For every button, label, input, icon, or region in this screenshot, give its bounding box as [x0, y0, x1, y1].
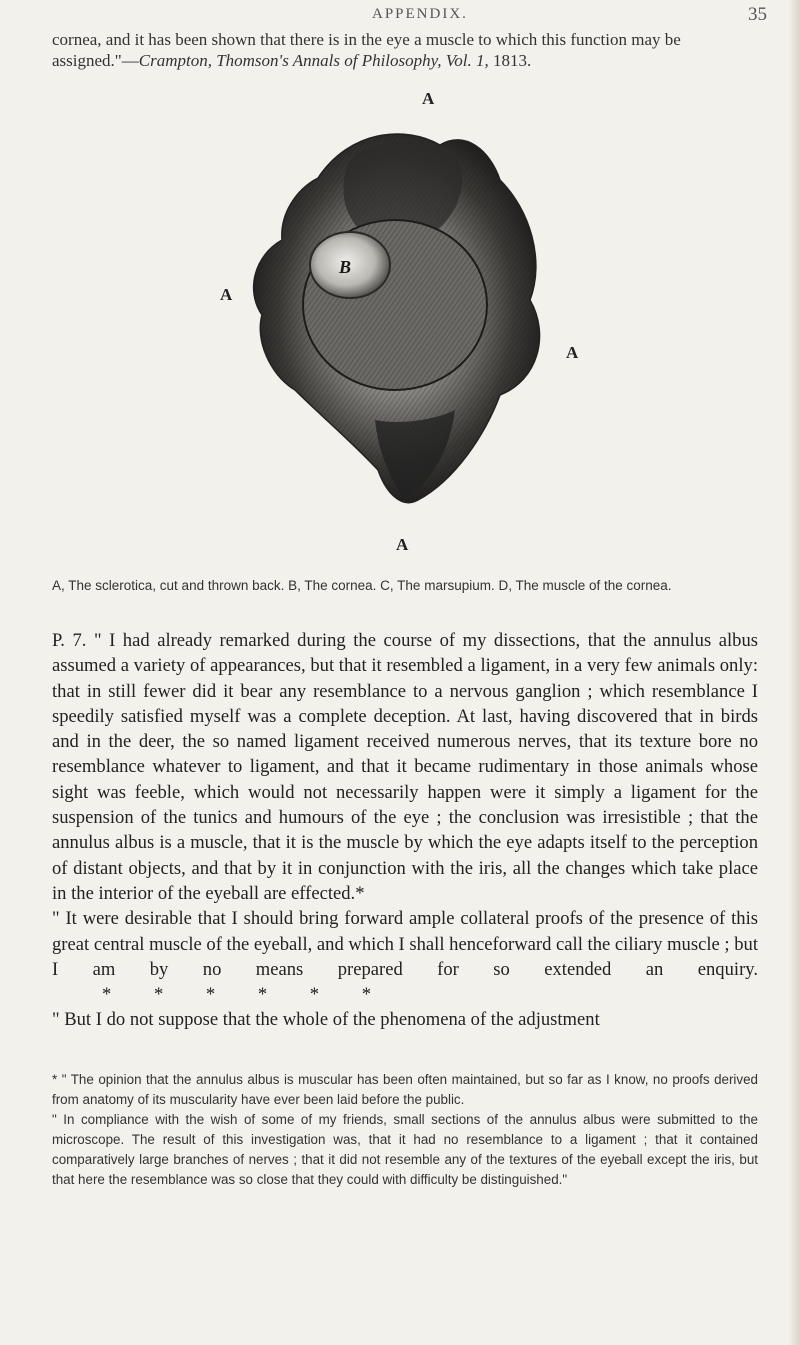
- label-a-bottom: A: [396, 535, 409, 554]
- label-a-left: A: [220, 285, 233, 304]
- figure-caption: A, The sclerotica, cut and thrown back. B, The cornea. C, The marsupium. D, The muscle of the cornea.: [52, 578, 672, 593]
- main-text: [52, 628, 758, 1033]
- page-edge-shadow: [788, 0, 800, 1345]
- intro-text: cornea, and it has been shown that there is in the eye a muscle to which this function may be assigned."—: [52, 30, 681, 70]
- intro-citation: Crampton, Thomson's Annals of Philosophy, Vol. 1,: [138, 51, 489, 70]
- running-head: APPENDIX.: [372, 6, 468, 22]
- footnotes: [52, 1070, 758, 1190]
- paragraph-2-text: " It were desirable that I should bring forward ample collateral proofs of the presence of this great central muscle of the eyeball, and which I shall henceforward call the ciliary muscle ; but I am by no means prepared for so extended an enquiry.: [52, 908, 758, 980]
- intro-quote: [52, 29, 758, 71]
- ellipsis-stars: * * * * * *: [102, 984, 372, 1006]
- label-a-top: A: [422, 90, 435, 108]
- paragraph-3: " But I do not suppose that the whole of the phenomena of the adjustment: [52, 1009, 600, 1031]
- footnote-2: " In compliance with the wish of some of my friends, small sections of the annulus albus were submitted to the microscope. The result of this investigation was, that it had no resemblance to a ligament ; that it contained comparatively large branches of nerves ; that it did not resemble any of the textures of the eyeball except the iris, but that here the resemblance was so close that they could with difficulty be distinguished.": [52, 1112, 758, 1187]
- label-b-center: B: [339, 257, 352, 277]
- page-number: 35: [748, 4, 767, 25]
- label-a-right: A: [566, 343, 579, 362]
- paragraph-2: [52, 906, 758, 1007]
- footnote-1: * " The opinion that the annulus albus is muscular has been often maintained, but so far as I know, no proofs derived from anatomy of its muscularity have ever been laid before the public.: [52, 1072, 758, 1107]
- eye-muscle-engraving: [200, 90, 600, 560]
- intro-year: 1813.: [488, 51, 532, 70]
- paragraph-1: P. 7. " I had already remarked during the course of my dissections, that the annulus albus assumed a variety of appearances, but that it resembled a ligament, in a very few animals only: that in still fewer did it bear any resemblance to a nervous ganglion ; which resemblance I speedily satisfied myself was a complete deception. At last, having discovered that in birds and in the deer, the so named ligament received numerous nerves, that its texture bore no resemblance whatever to ligament, and that it became rudimentary in those animals whose sight was feeble, which would not necessarily happen were it simply a ligament for the suspension of the tunics and humours of the eye ; the conclusion was irresistible ; that the annulus albus is a muscle, that it is the muscle by which the eye adapts itself to the perception of distant objects, and that by it in conjunction with the iris, all the changes which take place in the interior of the eyeball are effected.*: [52, 630, 758, 904]
